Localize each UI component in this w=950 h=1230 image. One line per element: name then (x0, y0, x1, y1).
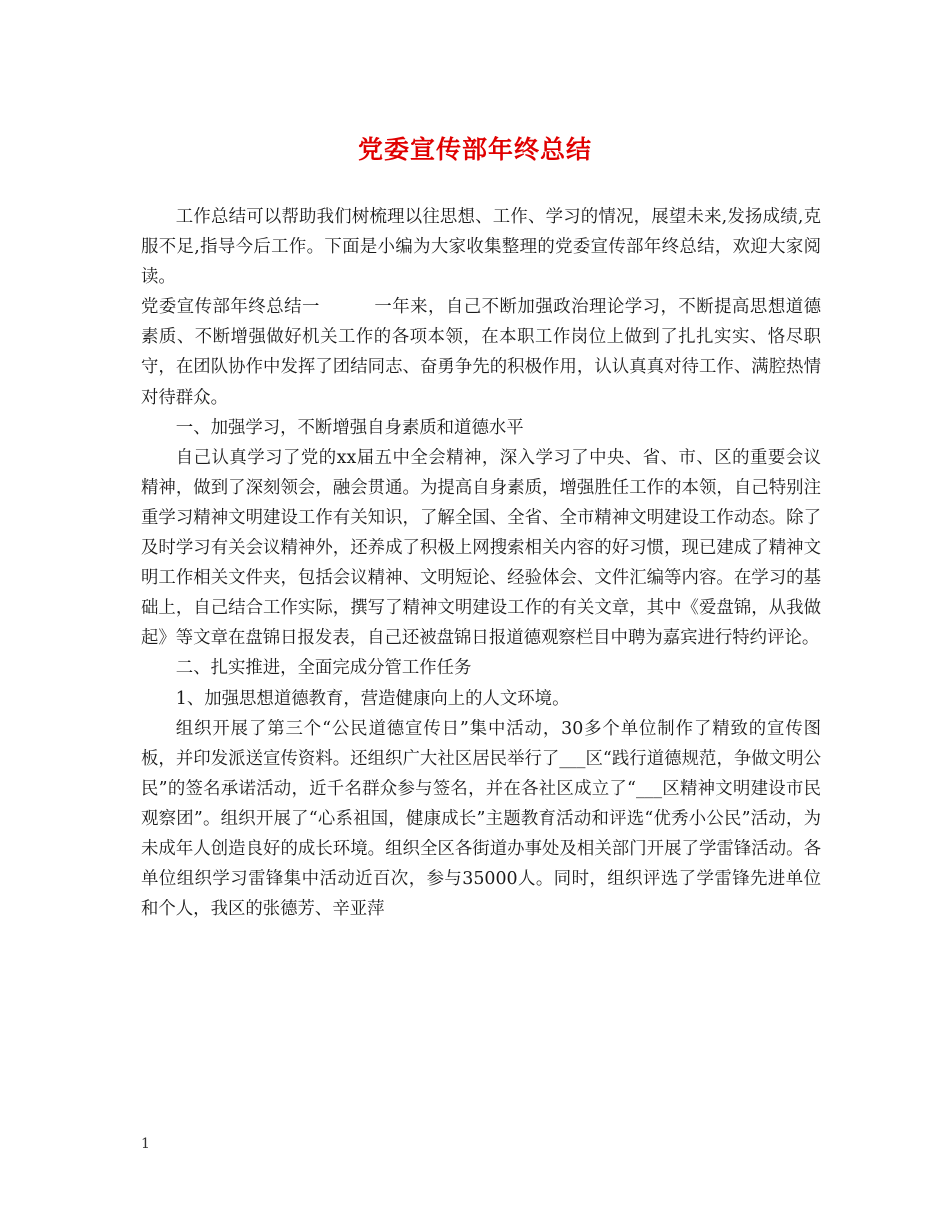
page-number: 1 (141, 1136, 150, 1152)
document-title: 党委宣传部年终总结 (357, 135, 592, 164)
section-lead-text: 一年来，自己不断加强政治理论学习，不断提高思想道德素质、不断增强做好机关工作的各项本领，在本职工作岗位上做到了扎扎实实、恪尽职守，在团队协作中发挥了团结同志、奋勇争先的积极作用，认认真真对待工作、满腔热情对待群众。 (141, 297, 821, 408)
heading-2: 二、扎实推进，全面完成分管工作任务 (175, 658, 472, 679)
intro-paragraph: 工作总结可以帮助我们树梳理以往思想、工作、学习的情况，展望未来,发扬成绩,克服不足,指导今后工作。下面是小编为大家收集整理的党委宣传部年终总结，欢迎大家阅读。 (141, 207, 821, 288)
paragraph-1: 自己认真学习了党的xx届五中全会精神，深入学习了中央、省、市、区的重要会议精神，做到了深刻领会，融会贯通。为提高自身素质，增强胜任工作的本领，自己特别注重学习精神文明建设工作有关知识，了解全国、全省、全市精神文明建设工作动态。除了及时学习有关会议精神外，还养成了积极上网搜索相关内容的好习惯，现已建成了精神文明工作相关文件夹，包括会议精神、文明短论、经验体会、文件汇编等内容。在学习的基础上，自己结合工作实际，撰写了精神文明建设工作的有关文章，其中《爱盘锦，从我做起》等文章在盘锦日报发表，自己还被盘锦日报道德观察栏目中聘为嘉宾进行特约评论。 (141, 447, 821, 649)
paragraph-2: 组织开展了第三个“公民道德宣传日”集中活动，30多个单位制作了精致的宣传图板，并印发派送宣传资料。还组织广大社区居民举行了___区“践行道德规范，争做文明公民”的签名承诺活动，近千名群众参与签名，并在各社区成立了“___区精神文明建设市民观察团”。组织开展了“心系祖国，健康成长”主题教育活动和评选“优秀小公民”活动，为未成年人创造良好的成长环境。组织全区各街道办事处及相关部门开展了学雷锋活动。各单位组织学习雷锋集中活动近百次，参与35000人。同时，组织评选了学雷锋先进单位和个人，我区的张德芳、辛亚萍 (141, 718, 821, 920)
section-heading: 党委宣传部年终总结一 (141, 297, 320, 318)
document-body (141, 202, 821, 924)
heading-1: 一、加强学习，不断增强自身素质和道德水平 (175, 417, 524, 438)
section-paragraph (141, 292, 821, 412)
heading-2-1: 1、加强思想道德教育，营造健康向上的人文环境。 (175, 688, 570, 709)
